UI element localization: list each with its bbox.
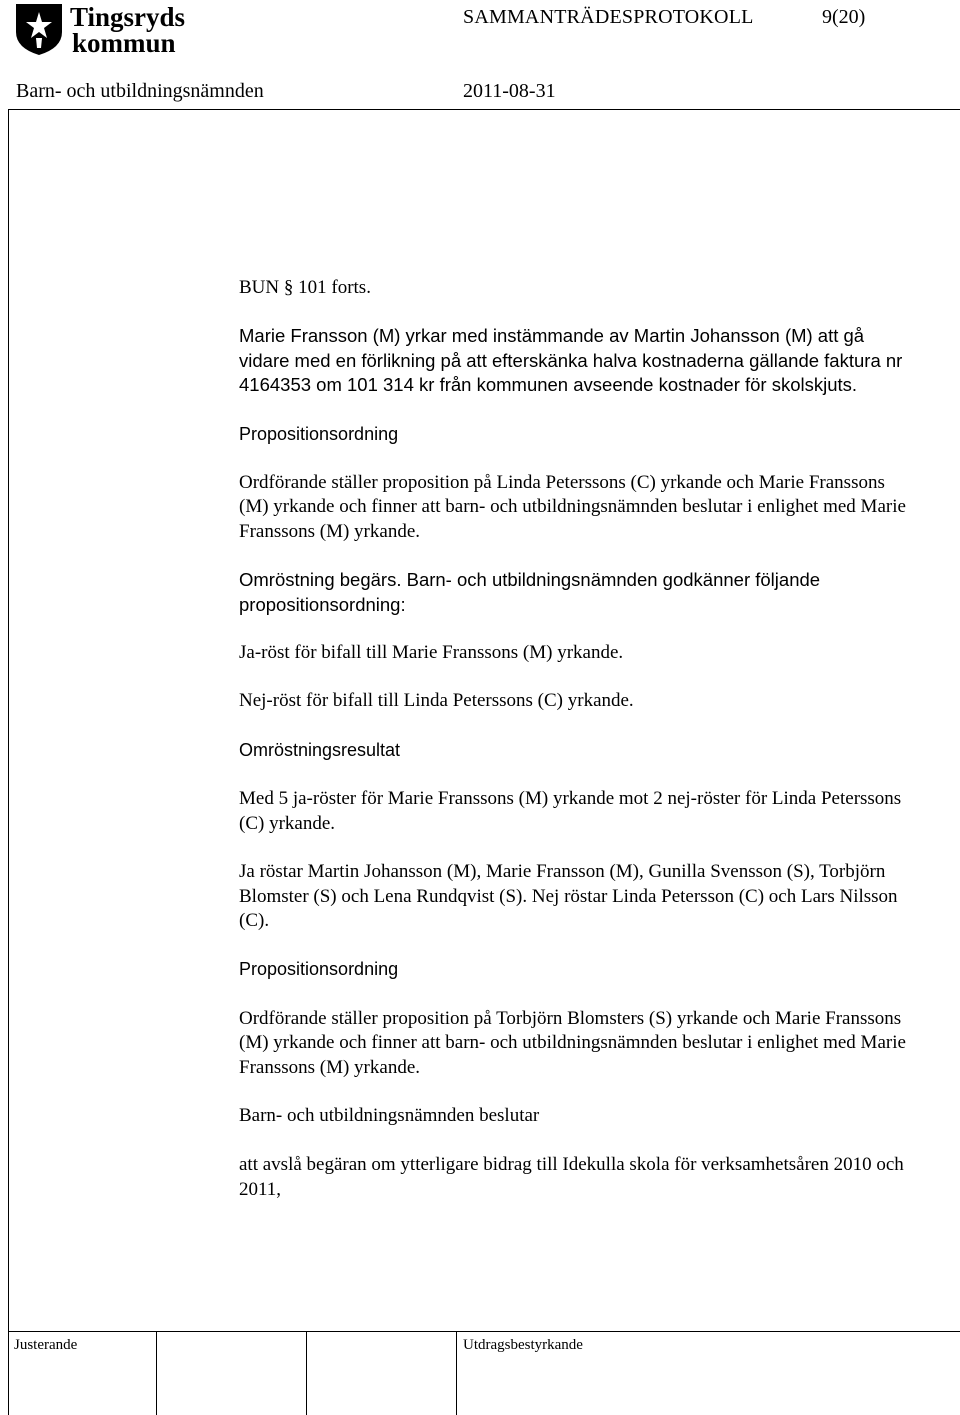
section-reference: BUN § 101 forts.: [239, 277, 371, 298]
municipality-crest-icon: [14, 2, 214, 56]
paragraph-voters: Ja röstar Martin Johansson (M), Marie Fransson (M), Gunilla Svensson (S), Torbjörn Blomster (S) och Lena Rundqvist (S). Nej röstar Linda Petersson (C) och Lars Nilsson (C).: [239, 861, 898, 931]
header-divider: [8, 109, 960, 110]
document-title: SAMMANTRÄDESPROTOKOLL: [463, 6, 754, 28]
paragraph-yes-vote: Ja-röst för bifall till Marie Franssons (M) yrkande.: [239, 642, 624, 664]
paragraph-vote-count: Med 5 ja-röster för Marie Franssons (M) yrkande mot 2 nej-röster för Linda Peterssons (C) yrkande.: [239, 788, 902, 834]
board-name: Barn- och utbildningsnämnden: [16, 80, 264, 102]
signature-box-divider: [156, 1331, 157, 1415]
page-number: 9(20): [822, 6, 866, 28]
utdragsbestyrkande-label: Utdragsbestyrkande: [463, 1337, 583, 1353]
heading-decision: Barn- och utbildningsnämnden beslutar: [239, 1104, 540, 1126]
left-margin-rule: [8, 109, 9, 1415]
heading-propositionsordning-2: Propositionsordning: [239, 959, 399, 980]
signature-box-divider: [456, 1331, 457, 1415]
signature-box-divider: [306, 1331, 307, 1415]
protocol-body: [239, 276, 919, 1202]
meeting-date: 2011-08-31: [463, 80, 556, 102]
paragraph-vote-requested: Omröstning begärs. Barn- och utbildningsnämnden godkänner följande propositionsordning:: [239, 569, 821, 615]
logo-text-line1: Tingsryds: [70, 2, 186, 32]
paragraph-no-vote: Nej-röst för bifall till Linda Peterssons (C) yrkande.: [239, 690, 634, 712]
heading-propositionsordning-1: Propositionsordning: [239, 423, 399, 444]
paragraph-proposition-1: Ordförande ställer proposition på Linda Peterssons (C) yrkande och Marie Franssons (M) yrkande och finner att barn- och utbildningsnämnden beslutar i enlighet med Marie Franssons (M) yrkande.: [239, 472, 906, 542]
justerande-label: Justerande: [14, 1337, 78, 1353]
paragraph-proposition-2: Ordförande ställer proposition på Torbjörn Blomsters (S) yrkande och Marie Franssons (M) yrkande och finner att barn- och utbildningsnämnden beslutar i enlighet med Marie Franssons (M) yrkande.: [239, 1007, 906, 1078]
paragraph-motion: Marie Fransson (M) yrkar med instämmande av Martin Johansson (M) att gå vidare med en förlikning på att efterskänka halva kostnaderna gällande faktura nr 4164353 om 101 314 kr från kommunen avseende kostnader för skolskjuts.: [239, 325, 903, 396]
heading-vote-result: Omröstningsresultat: [239, 739, 401, 760]
logo-text-line2: kommun: [72, 28, 176, 56]
paragraph-decision: att avslå begäran om ytterligare bidrag till Idekulla skola för verksamhetsåren 2010 och 2011,: [239, 1154, 904, 1200]
tingsryd-logo: [14, 2, 214, 56]
